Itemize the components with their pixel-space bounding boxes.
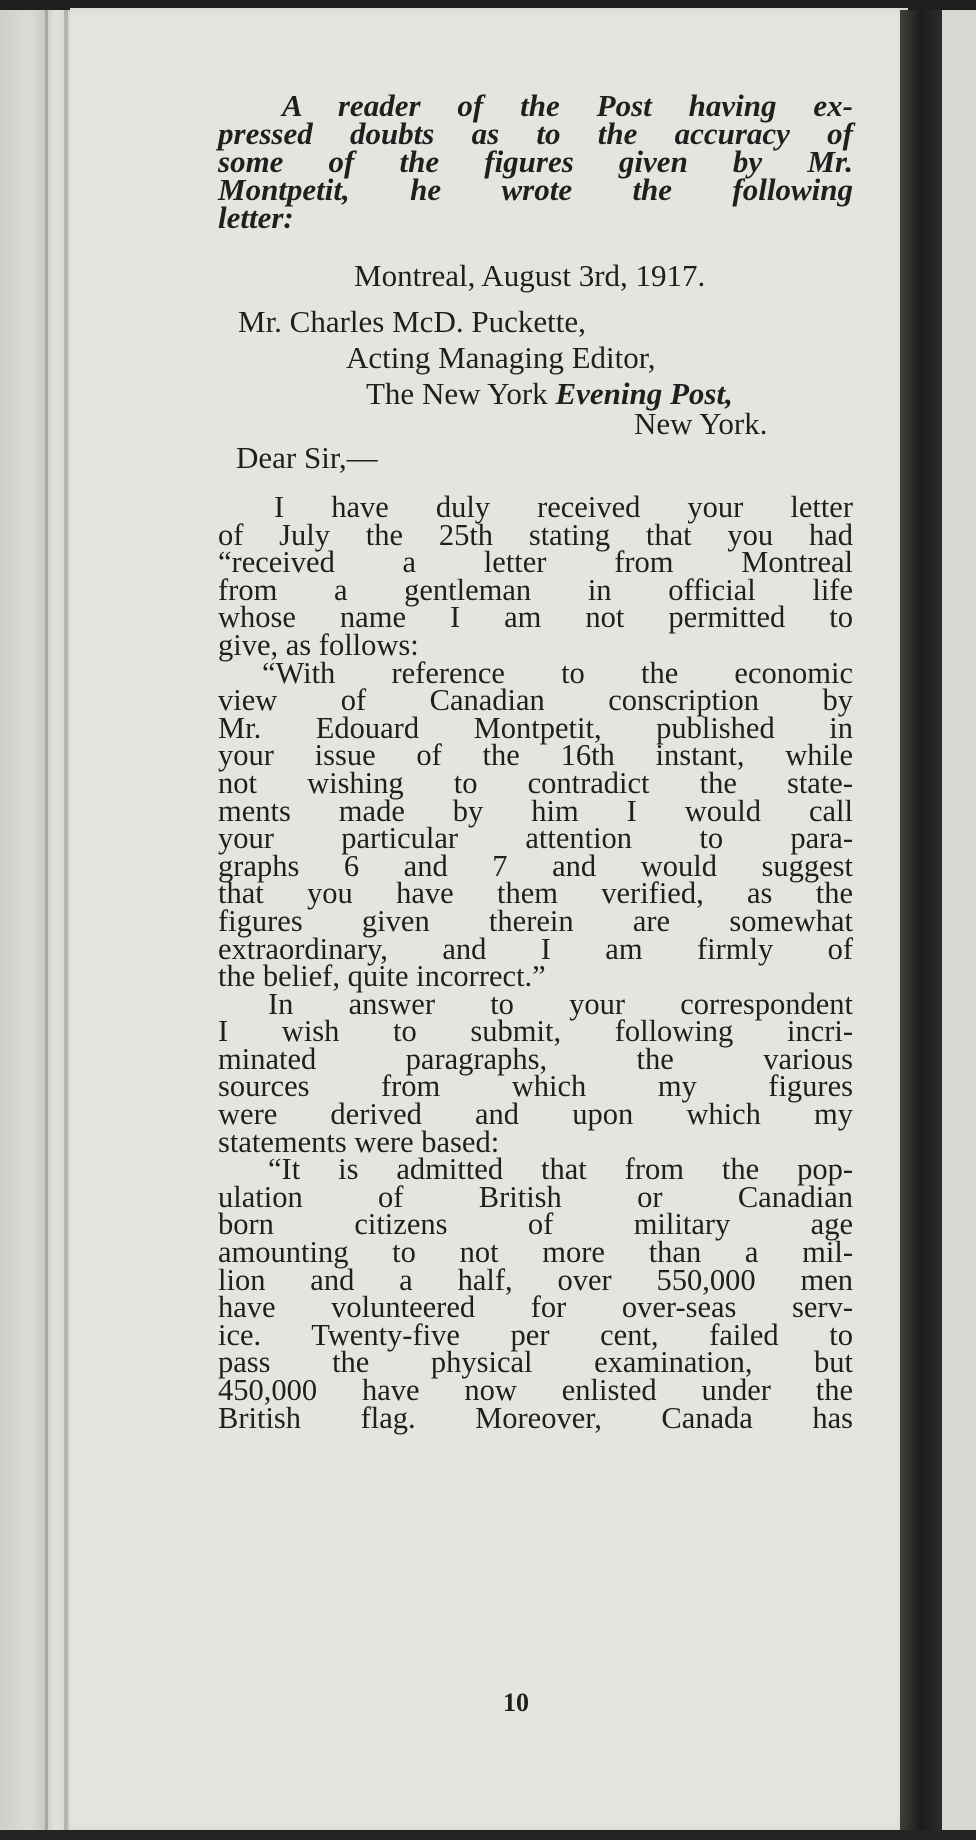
letter-line: lion and a half, over 550,000 men xyxy=(218,1262,853,1297)
recipient-org-prefix: The New York xyxy=(366,376,556,411)
letter-line: Mr. Edouard Montpetit, published in xyxy=(218,710,853,745)
letter-line: have volunteered for over-seas serv- xyxy=(218,1290,853,1325)
letter-line: not wishing to contradict the state- xyxy=(218,765,853,800)
letter-line: ulation of British or Canadian xyxy=(218,1179,853,1214)
recipient-title: Acting Managing Editor, xyxy=(346,340,656,375)
letter-line: ice. Twenty-five per cent, failed to xyxy=(218,1317,853,1352)
binding-shadow xyxy=(900,10,942,1830)
letter-line: born citizens of military age xyxy=(218,1207,853,1242)
page-text xyxy=(218,88,853,1435)
letter-line: British flag. Moreover, Canada has xyxy=(218,1400,853,1435)
editor-note-line: A reader of the Post having ex- xyxy=(282,88,853,123)
letter-line: figures given therein are somewhat xyxy=(218,903,853,938)
editor-note-line: letter: xyxy=(218,200,294,235)
previous-page-edge xyxy=(0,10,70,1830)
editor-note-line: some of the figures given by Mr. xyxy=(218,144,853,179)
letter-line: I wish to submit, following incri- xyxy=(218,1014,853,1049)
letter-line: graphs 6 and 7 and would suggest xyxy=(218,848,853,883)
letter-line: statements were based: xyxy=(218,1124,500,1159)
letter-line: In answer to your correspondent xyxy=(268,986,853,1021)
letter-line: “It is admitted that from the pop- xyxy=(268,1152,853,1187)
letter-line: view of Canadian conscription by xyxy=(218,683,853,718)
editor-note-line: Montpetit, he wrote the following xyxy=(218,172,853,207)
letter-salutation: Dear Sir,— xyxy=(236,440,378,475)
letter-line: give, as follows: xyxy=(218,627,419,662)
letter-line: I have duly received your letter xyxy=(274,490,853,524)
letter-line: of July the 25th stating that you had xyxy=(218,517,853,552)
letter-line: 450,000 have now enlisted under the xyxy=(218,1373,853,1407)
editor-note xyxy=(218,88,853,235)
letter-line: “With reference to the economic xyxy=(262,655,853,690)
letter-line: that you have them verified, as the xyxy=(218,876,853,911)
letter-line: ments made by him I would call xyxy=(218,793,853,828)
letter-line: the belief, quite incorrect.” xyxy=(218,959,546,994)
letter-line: pass the physical examination, but xyxy=(218,1345,853,1380)
letter-line: extraordinary, and I am firmly of xyxy=(218,931,853,966)
letter-line: from a gentleman in official life xyxy=(218,572,853,607)
scan-bottom-edge xyxy=(0,1830,976,1840)
page-edge-line xyxy=(64,10,68,1830)
editor-note-line: pressed doubts as to the accuracy of xyxy=(218,116,853,151)
letter-line: amounting to not more than a mil- xyxy=(218,1235,853,1270)
recipient-org-italic: Evening Post, xyxy=(555,376,733,411)
letter-line: your particular attention to para- xyxy=(218,821,853,856)
letter-line: whose name I am not permitted to xyxy=(218,600,853,635)
page-number: 10 xyxy=(503,1688,529,1717)
letter-body xyxy=(218,490,853,1435)
letter-dateline: Montreal, August 3rd, 1917. xyxy=(354,258,706,293)
letter-line: “received a letter from Montreal xyxy=(218,545,853,580)
recipient-city: New York. xyxy=(634,406,768,441)
recipient-name: Mr. Charles McD. Puckette, xyxy=(238,304,586,339)
letter-line: were derived and upon which my xyxy=(218,1097,853,1132)
letter-line: minated paragraphs, the various xyxy=(218,1041,853,1076)
page-edge-line xyxy=(45,10,48,1830)
letter-line: sources from which my figures xyxy=(218,1069,853,1104)
letter-line: your issue of the 16th instant, while xyxy=(218,738,853,773)
next-page-edge xyxy=(942,10,976,1830)
